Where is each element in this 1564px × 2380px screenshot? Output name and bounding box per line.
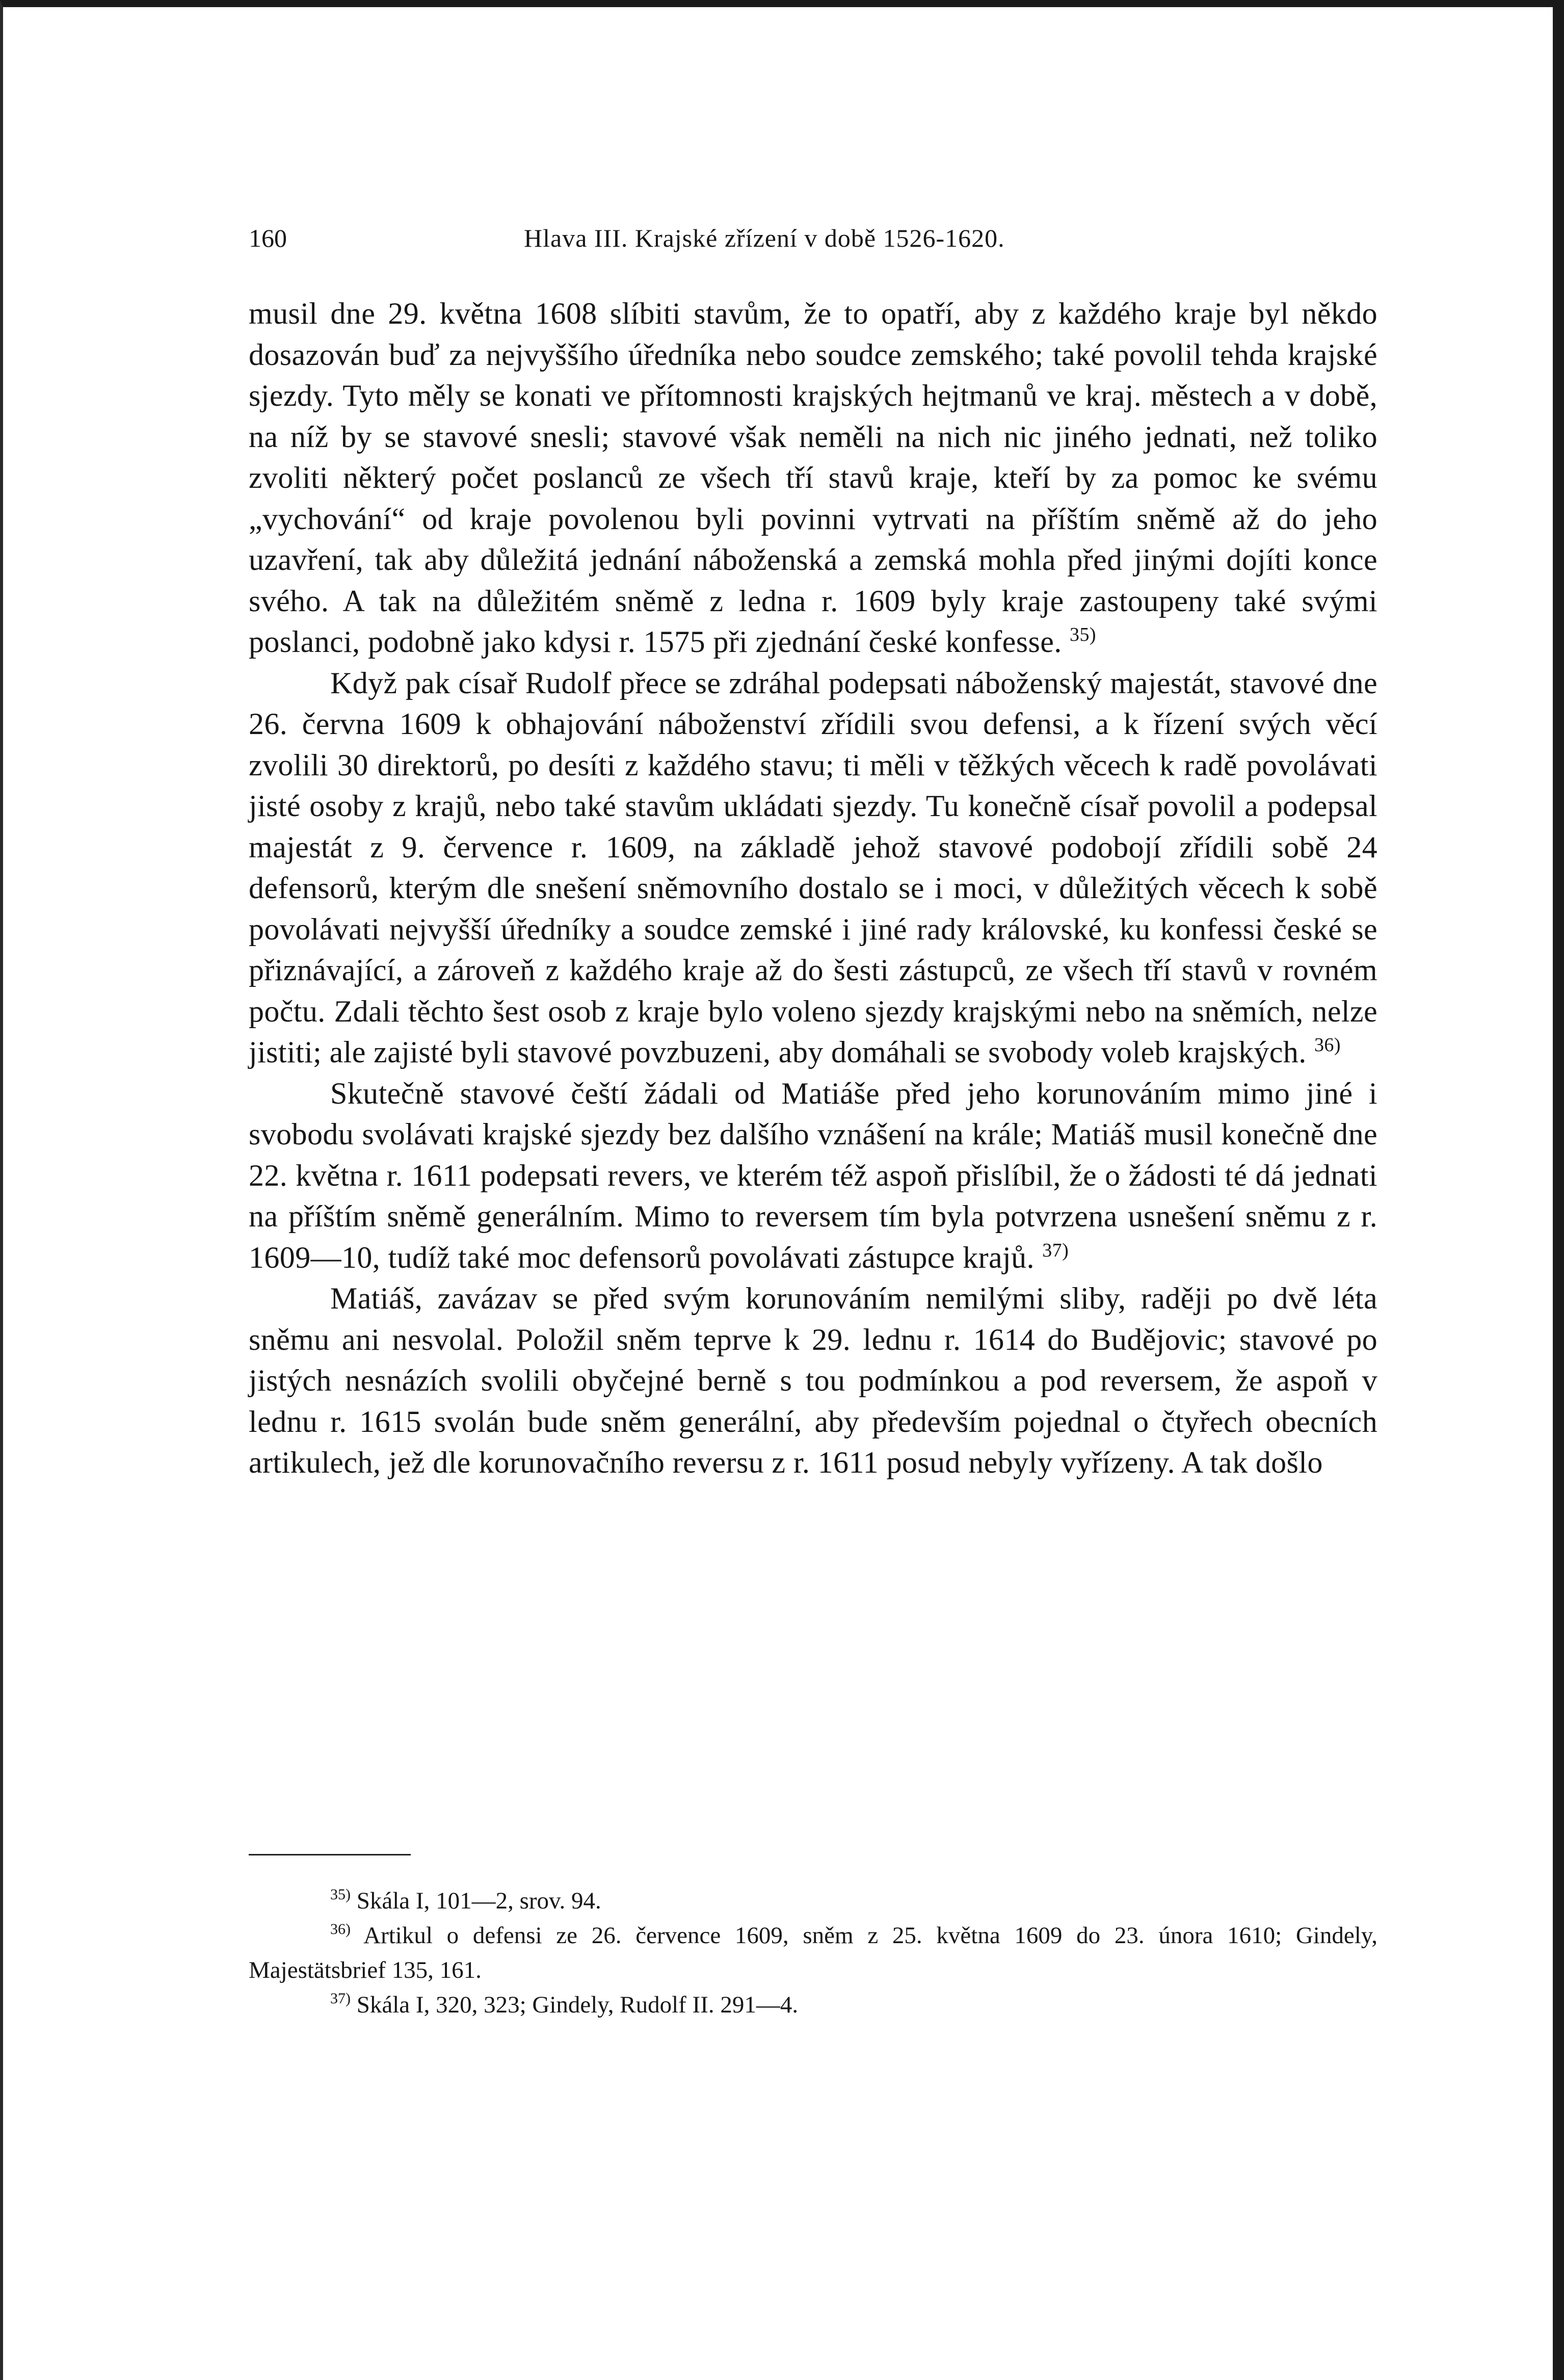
footnote-35 [249,1884,1377,1918]
footnote-36-text: Artikul o defensi ze 26. července 1609, sněm z 25. května 1609 do 23. února 1610; Gindely, Majestätsbrief 135, 161. [249,1922,1377,1983]
paragraph-4-text: Matiáš, zavázav se před svým korunováním nemilými sliby, raději po dvě léta sněmu ani nesvolal. Položil sněm teprve k 29. lednu r. 1614 do Budějovic; stavové po jistých nesnázích svolili obyčejné berně s tou podmínkou a pod reversem, že aspoň v lednu r. 1615 svolán bude sněm generální, aby především pojednal o čtyřech obecních artikulech, jež dle korunovačního reversu z r. 1611 posud nebyly vyřízeny. A tak došlo [249,1281,1377,1479]
main-text [249,293,1377,1483]
footnote-mark-37: 37) [330,1990,351,2007]
footnote-ref-36: 36) [1314,1034,1341,1056]
footnote-mark-35: 35) [330,1886,351,1903]
running-head [249,220,1380,256]
paragraph-2 [249,663,1377,1073]
page-number: 160 [249,224,287,252]
paragraph-2-text: Když pak císař Rudolf přece se zdráhal podepsati náboženský majestát, stavové dne 26. června 1609 k obhajování náboženství zřídili svou defensi, a k řízení svých věcí zvolili 30 direktorů, po desíti z každého stavu; ti měli v těžkých věcech k radě povolávati jisté osoby z krajů, nebo také stavům ukládati sjezdy. Tu konečně císař povolil a podepsal majestát z 9. července r. 1609, na základě jehož stavové podobojí zřídili sobě 24 defensorů, kterým dle snešení sněmovního dostalo se i moci, v důležitých věcech k sobě povolávati nejvyšší úředníky a soudce zemské i jiné rady královské, ku konfessi české se přiznávající, a zároveň z každého kraje až do šesti zástupců, ze všech tří stavů v rovném počtu. Zdali těchto šest osob z kraje bylo voleno sjezdy krajskými nebo na sněmích, nelze jistiti; ale zajisté byli stavové povzbuzeni, aby domáhali se svobody voleb krajských. [249,666,1377,1069]
paragraph-3 [249,1073,1377,1278]
footnote-37 [249,1987,1377,2022]
chapter-title: Hlava III. Krajské zřízení v době 1526-1620. [524,224,1005,252]
paragraph-1 [249,293,1377,663]
paragraph-4 [249,1278,1377,1483]
paragraph-3-text: Skutečně stavové čeští žádali od Matiáše před jeho korunováním mimo jiné i svobodu svolávati krajské sjezdy bez dalšího vznášení na krále; Matiáš musil konečně dne 22. května r. 1611 podepsati revers, ve kterém též aspoň přislíbil, že o žádosti té dá jednati na příštím sněmě generálním. Mimo to reversem tím byla potvrzena usnešení sněmu z r. 1609—10, tudíž také moc defensorů povolávati zástupce krajů. [249,1076,1377,1274]
footnote-36 [249,1918,1377,1987]
footnote-ref-37: 37) [1042,1239,1069,1261]
footnote-mark-36: 36) [330,1921,351,1938]
footnote-35-text: Skála I, 101—2, srov. 94. [356,1888,601,1914]
footnote-divider [249,1854,411,1855]
paragraph-1-text: musil dne 29. května 1608 slíbiti stavům, že to opatří, aby z každého kraje byl někdo dosazován buď za nejvyššího úředníka nebo soudce zemského; také povolil tehda krajské sjezdy. Tyto měly se konati ve přítomnosti krajských hejtmanů ve kraj. městech a v době, na níž by se stavové snesli; stavové však neměli na nich nic jiného jednati, než toliko zvoliti některý počet poslanců ze všech tří stavů kraje, kteří by za pomoc ke svému „vychování“ od kraje povolenou byli povinni vytrvati na příštím sněmě až do jeho uzavření, tak aby důležitá jednání náboženská a zemská mohla před jinými dojíti konce svého. A tak na důležitém sněmě z ledna r. 1609 byly kraje zastoupeny také svými poslanci, podobně jako kdysi r. 1575 při zjednání české konfesse. [249,297,1377,659]
footnote-ref-35: 35) [1070,624,1096,645]
footnote-37-text: Skála I, 320, 323; Gindely, Rudolf II. 291—4. [356,1992,799,2018]
footnotes [249,1884,1377,2022]
